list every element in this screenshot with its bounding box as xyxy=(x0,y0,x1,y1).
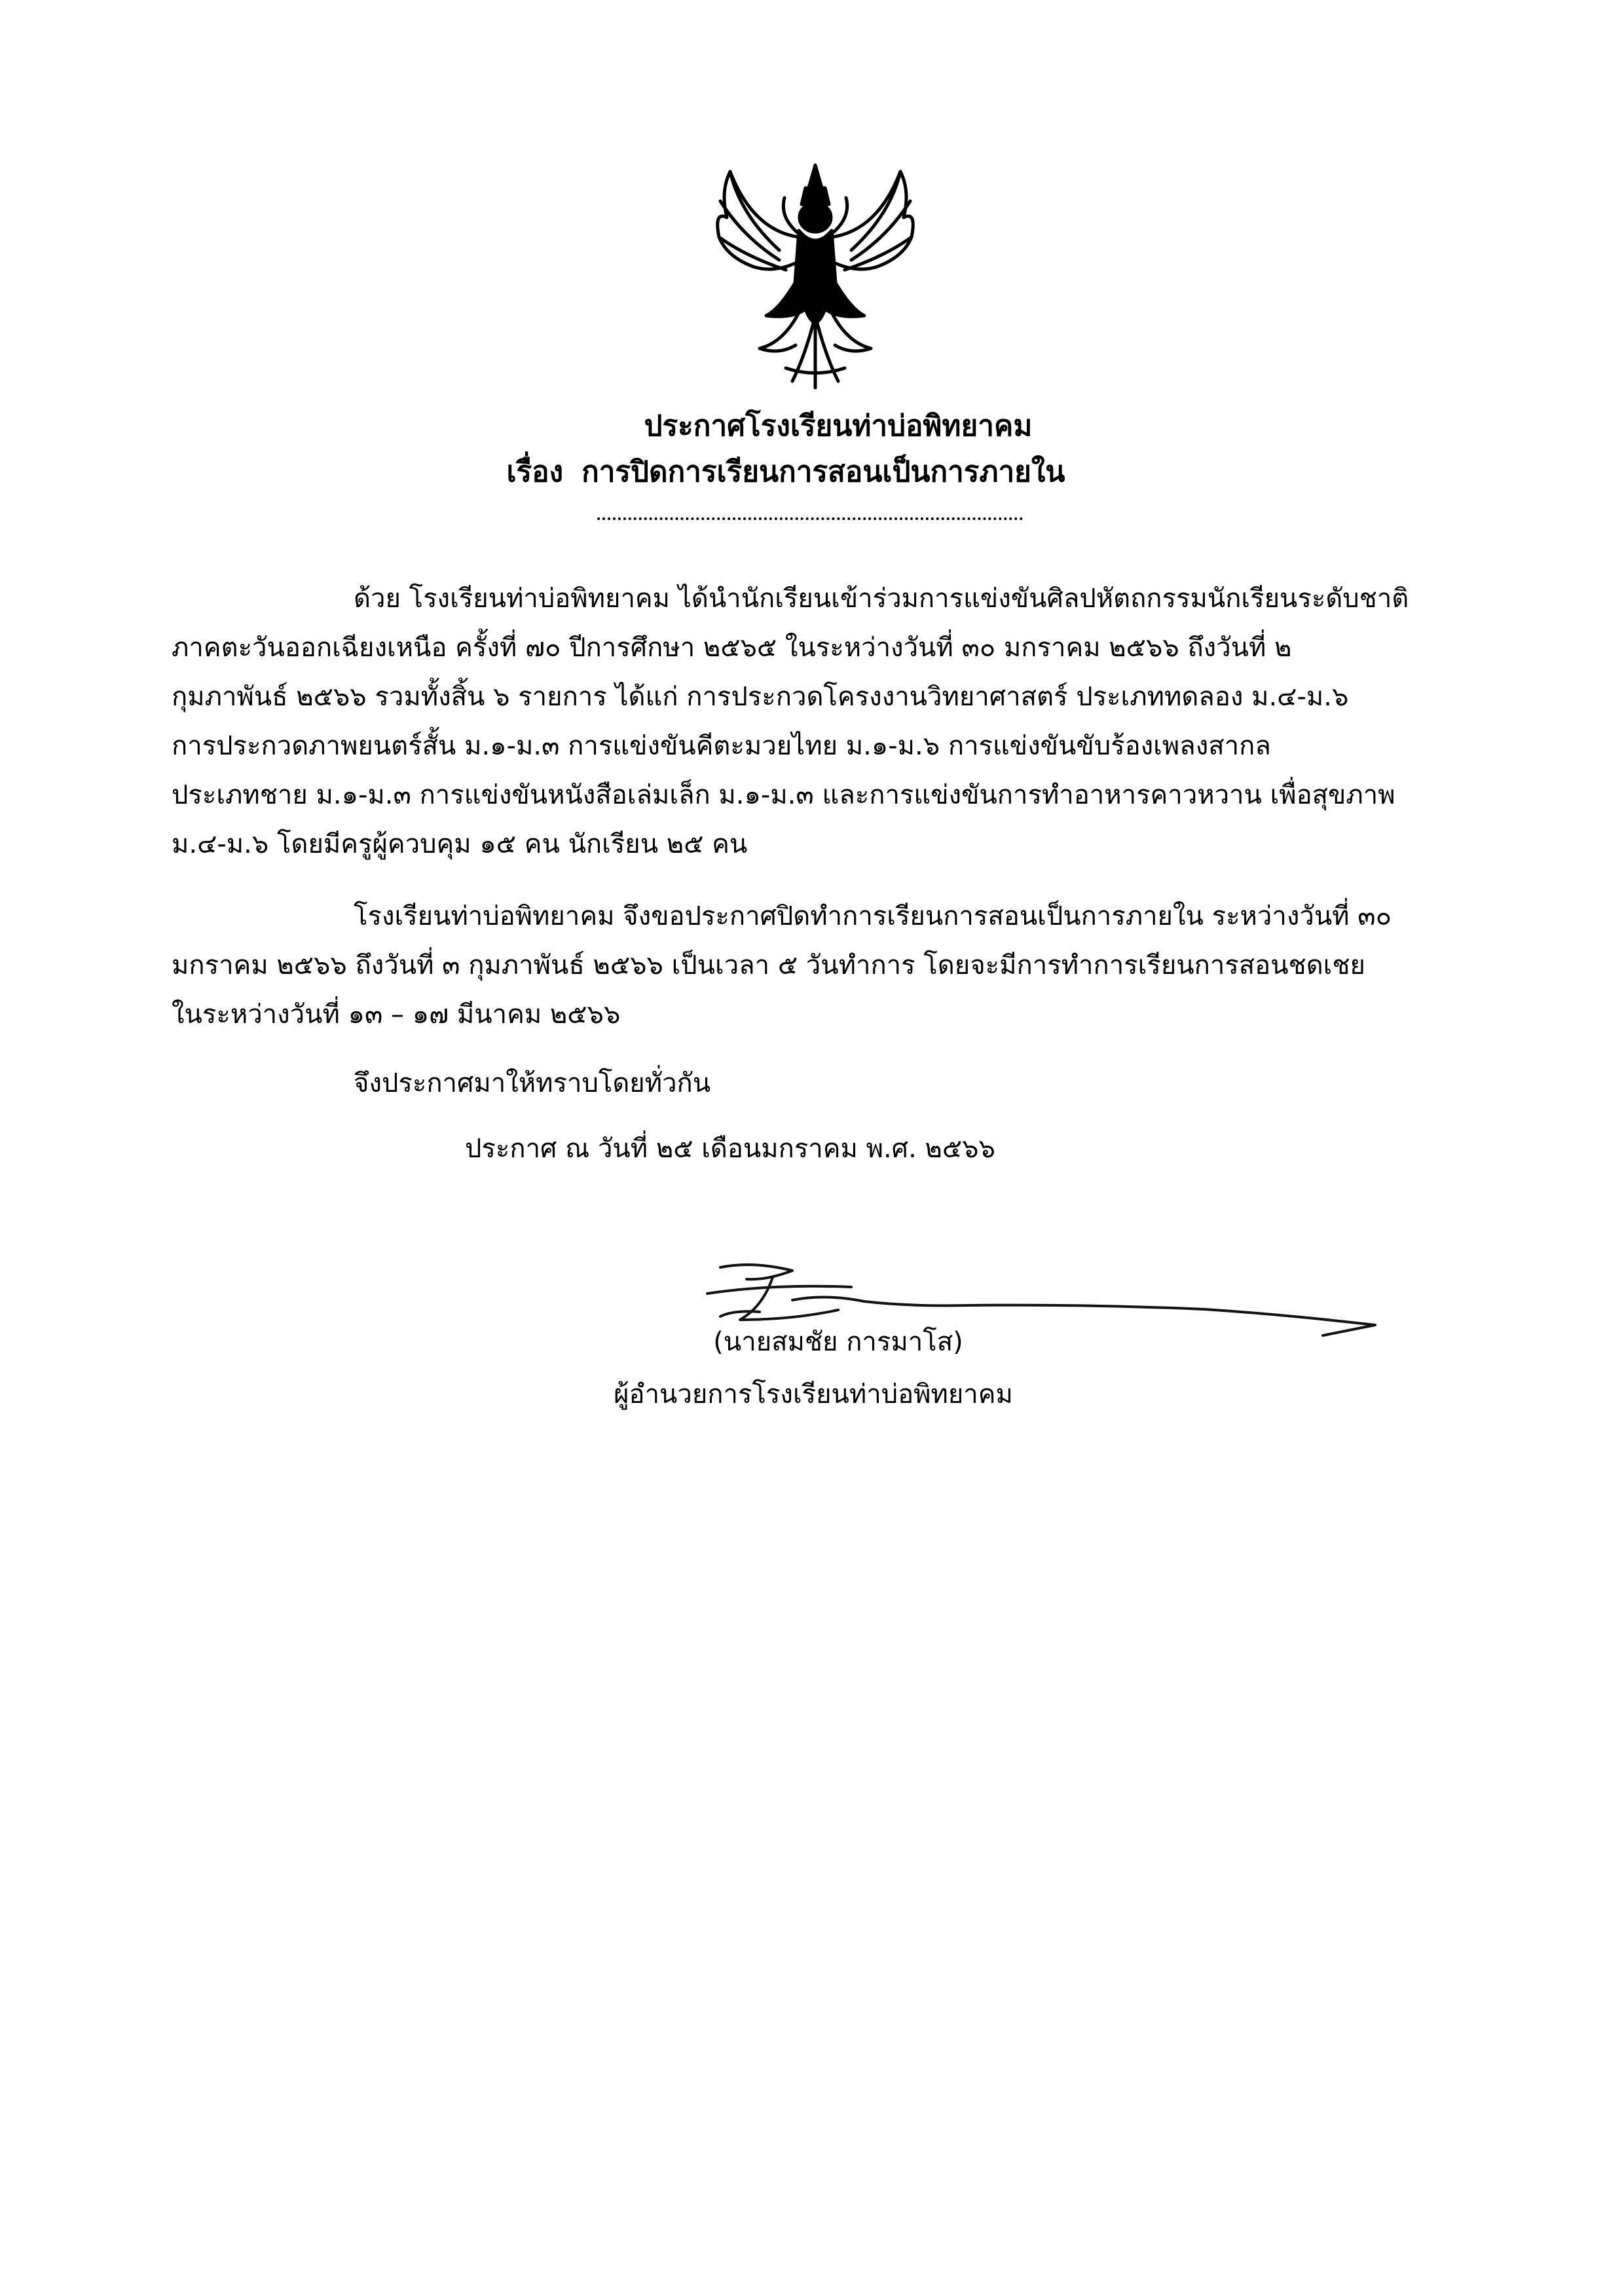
paragraph-1-line-6: ม.๔-ม.๖ โดยมีครูผู้ควบคุม ๑๕ คน นักเรียน ๒๕ คน xyxy=(172,829,748,859)
subject-label: เรื่อง xyxy=(506,455,564,489)
signer-position: ผู้อำนวยการโรงเรียนท่าบ่อพิทยาคม xyxy=(614,1379,1013,1409)
announcement-title: ประกาศโรงเรียนท่าบ่อพิทยาคม xyxy=(644,409,1033,443)
paragraph-1-line-1: ด้วย โรงเรียนท่าบ่อพิทยาคม ได้นำนักเรียนเข้าร่วมการแข่งขันศิลปหัตถกรรมนักเรียนระดับชาติ xyxy=(354,584,1409,614)
subject-text: การปิดการเรียนการสอนเป็นการภายใน xyxy=(581,455,1065,489)
paragraph-2-line-1: โรงเรียนท่าบ่อพิทยาคม จึงขอประกาศปิดทำการเรียนการสอนเป็นการภายใน ระหว่างวันที่ ๓๐ xyxy=(354,901,1392,931)
paragraph-1-line-5: ประเภทชาย ม.๑-ม.๓ การแข่งขันหนังสือเล่มเล็ก ม.๑-ม.๓ และการแข่งขันการทำอาหารคาวหวาน เพื่อสุขภาพ xyxy=(172,780,1395,810)
closing-statement: จึงประกาศมาให้ทราบโดยทั่วกัน xyxy=(354,1068,711,1098)
dotted-divider xyxy=(597,517,1023,520)
paragraph-1-line-4: การประกวดภาพยนตร์สั้น ม.๑-ม.๓ การแข่งขันคีตะมวยไทย ม.๑-ม.๖ การแข่งขันขับร้องเพลงสากล xyxy=(172,731,1271,761)
signer-name: (นายสมชัย การมาโส) xyxy=(713,1327,963,1357)
paragraph-2-line-2: มกราคม ๒๕๖๖ ถึงวันที่ ๓ กุมภาพันธ์ ๒๕๖๖ เป็นเวลา ๕ วันทำการ โดยจะมีการทำการเรียนการสอนชดเชย xyxy=(172,950,1365,980)
garuda-emblem-icon xyxy=(707,152,923,394)
paragraph-2-line-3: ในระหว่างวันที่ ๑๓ – ๑๗ มีนาคม ๒๕๖๖ xyxy=(172,999,621,1030)
paragraph-1-line-2: ภาคตะวันออกเฉียงเหนือ ครั้งที่ ๗๐ ปีการศึกษา ๒๕๖๕ ในระหว่างวันที่ ๓๐ มกราคม ๒๕๖๖ ถึงวันที่ ๒ xyxy=(172,633,1292,663)
announcement-subject-line xyxy=(0,455,1598,490)
announcement-date: ประกาศ ณ วันที่ ๒๕ เดือนมกราคม พ.ศ. ๒๕๖๖ xyxy=(465,1134,995,1164)
paragraph-1-line-3: กุมภาพันธ์ ๒๕๖๖ รวมทั้งสิ้น ๖ รายการ ได้แก่ การประกวดโครงงานวิทยาศาสตร์ ประเภททดลอง ม.๔-ม.๖ xyxy=(172,682,1349,712)
